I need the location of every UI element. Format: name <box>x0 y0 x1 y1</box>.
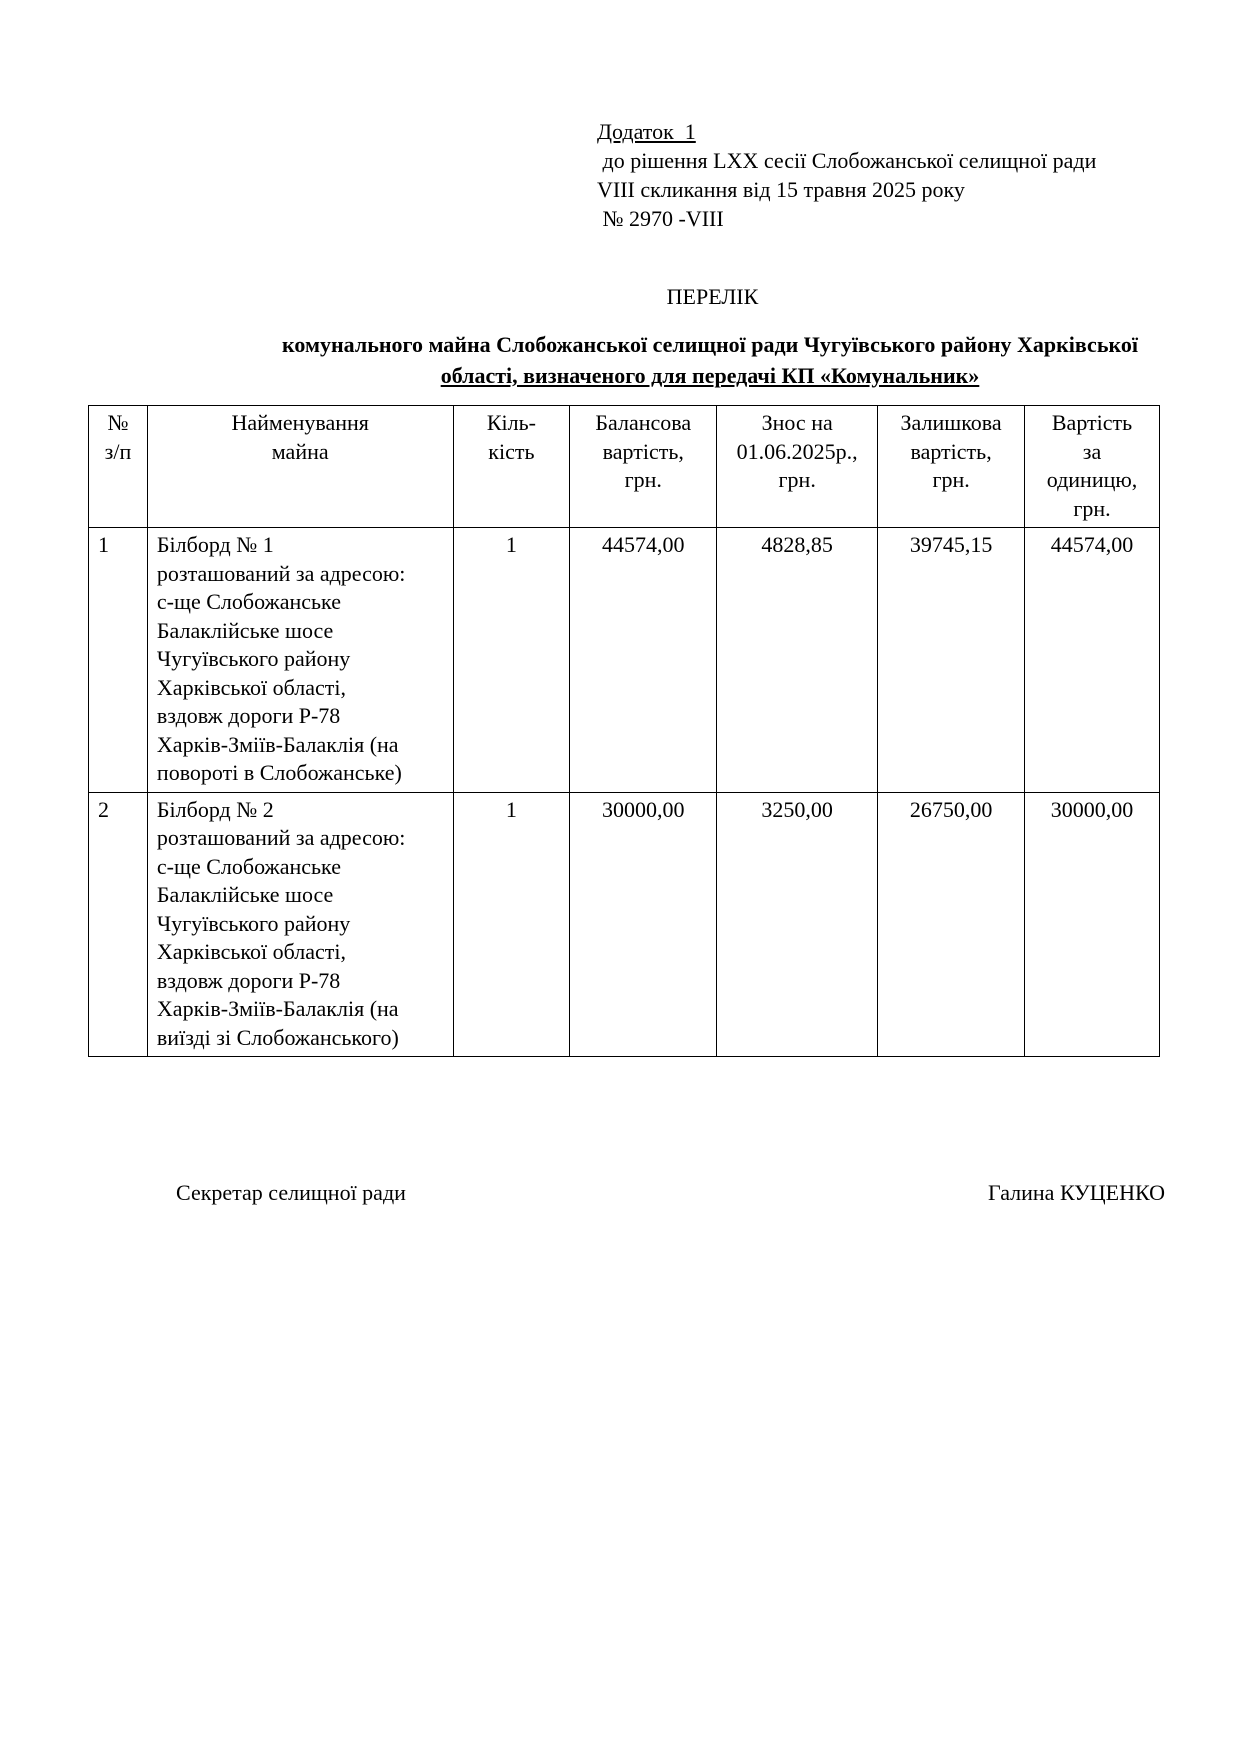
row-depreciation: 4828,85 <box>717 528 878 793</box>
appendix-header <box>597 117 1197 233</box>
row-number: 1 <box>89 528 148 793</box>
row-number: 2 <box>89 792 148 1057</box>
convocation-date: VIII скликання від 15 травня 2025 року <box>597 177 965 202</box>
decision-number: № 2970 -VIII <box>597 206 724 231</box>
subtitle-line-1: комунального майна Слобожанської селищної ради Чугуївського району Харківської <box>282 332 1138 357</box>
signatory-name: Галина КУЦЕНКО <box>988 1180 1165 1205</box>
row-unit-value: 44574,00 <box>1025 528 1160 793</box>
header-number: № з/п <box>89 406 148 528</box>
header-unit-value: Вартість за одиницю, грн. <box>1025 406 1160 528</box>
row-balance-value: 30000,00 <box>570 792 717 1057</box>
appendix-label: Додаток 1 <box>597 119 696 144</box>
row-name: Білборд № 1 розташований за адресою: с-ще Слобожанське Балаклійське шосе Чугуївського району Харківської області, вздовж дороги Р-78 Харків-Зміїв-Балаклія (на повороті в Слобожанське) <box>147 528 453 793</box>
row-balance-value: 44574,00 <box>570 528 717 793</box>
header-name: Найменування майна <box>147 406 453 528</box>
row-quantity: 1 <box>453 792 570 1057</box>
document-subtitle <box>230 329 1190 391</box>
signatory-position: Секретар селищної ради <box>176 1180 406 1205</box>
header-balance-value: Балансова вартість, грн. <box>570 406 717 528</box>
table-row <box>89 792 1160 1057</box>
row-quantity: 1 <box>453 528 570 793</box>
row-residual-value: 39745,15 <box>878 528 1025 793</box>
row-name: Білборд № 2 розташований за адресою: с-ще Слобожанське Балаклійське шосе Чугуївського району Харківської області, вздовж дороги Р-78 Харків-Зміїв-Балаклія (на виїзді зі Слобожанського) <box>147 792 453 1057</box>
row-residual-value: 26750,00 <box>878 792 1025 1057</box>
header-depreciation: Знос на 01.06.2025р., грн. <box>717 406 878 528</box>
header-quantity: Кіль- кість <box>453 406 570 528</box>
row-depreciation: 3250,00 <box>717 792 878 1057</box>
table-row <box>89 528 1160 793</box>
subtitle-line-2: області, визначеного для передачі КП «Комунальник» <box>440 363 980 388</box>
header-residual-value: Залишкова вартість, грн. <box>878 406 1025 528</box>
table-header-row <box>89 406 1160 528</box>
property-table <box>88 405 1160 1057</box>
decision-reference: до рішення LXX сесії Слобожанської селищної ради <box>597 148 1097 173</box>
document-title: ПЕРЕЛІК <box>666 284 759 309</box>
row-unit-value: 30000,00 <box>1025 792 1160 1057</box>
